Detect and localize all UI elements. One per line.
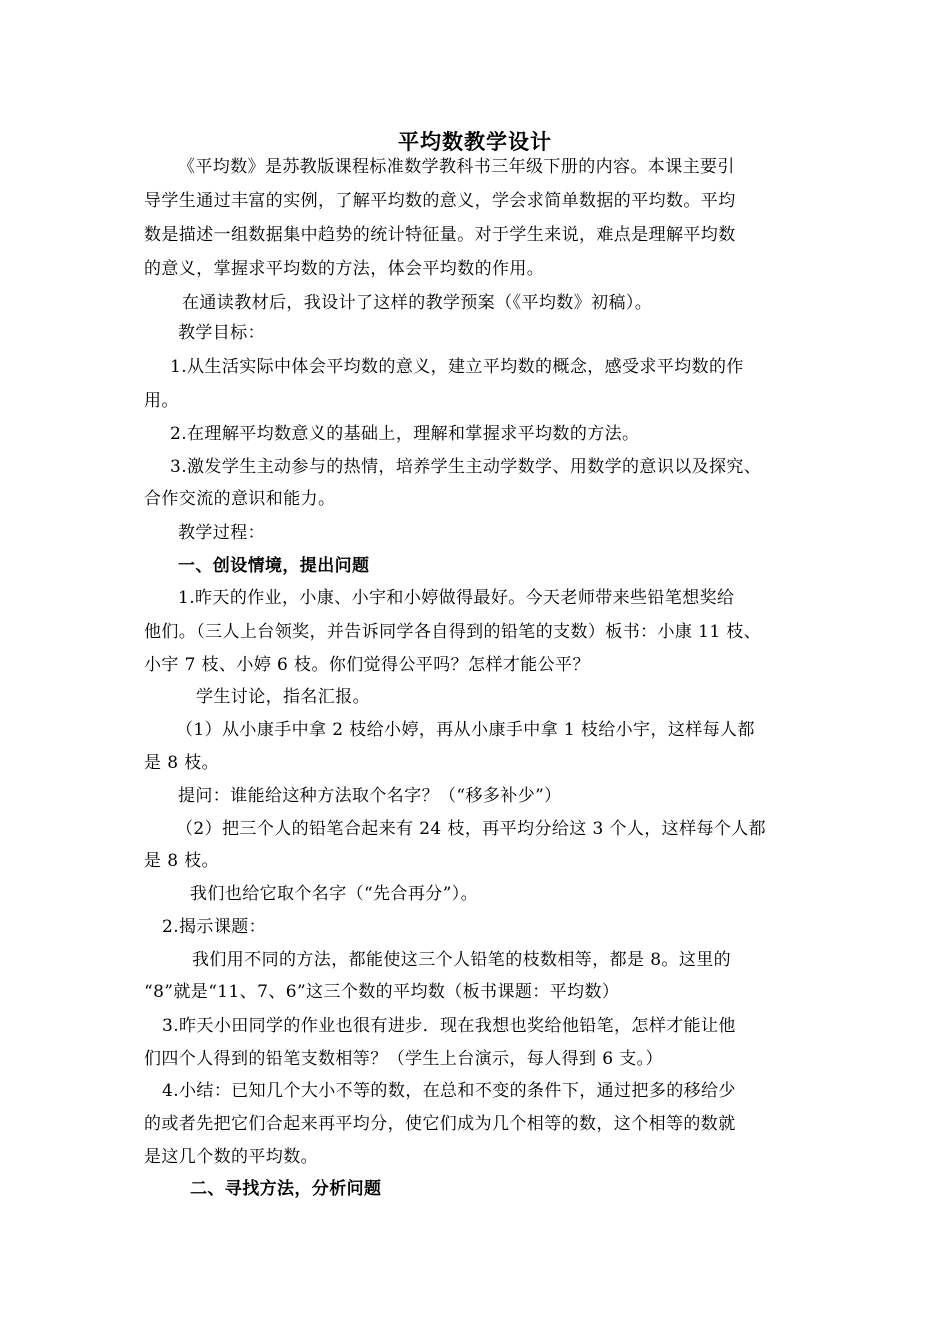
section-label: 教学目标： — [178, 323, 265, 343]
paragraph-line: 我们用不同的方法，都能使这三个人铅笔的枝数相等，都是 8。这里的 — [192, 950, 732, 970]
paragraph-line: （1）从小康手中拿 2 枝给小婷，再从小康手中拿 1 枝给小宇，这样每人都 — [176, 720, 755, 740]
paragraph-line: 的意义，掌握求平均数的方法，体会平均数的作用。 — [144, 259, 545, 279]
paragraph-line: 是这几个数的平均数。 — [144, 1147, 318, 1167]
paragraph-line: 在通读教材后，我设计了这样的教学预案（《平均数》初稿）。 — [182, 293, 653, 313]
list-item: 3.激发学生主动参与的热情，培养学生主动学数学、用数学的意识以及探究、 — [170, 457, 762, 477]
paragraph-line: 2.揭示课题： — [162, 917, 267, 937]
list-item-continued: 用。 — [144, 391, 179, 411]
paragraph-line: 4.小结：已知几个大小不等的数，在总和不变的条件下，通过把多的移给少 — [162, 1081, 736, 1101]
paragraph-line: “8”就是“11、7、6”这三个数的平均数（板书课题：平均数） — [144, 982, 620, 1002]
paragraph-line: 是 8 枝。 — [144, 851, 220, 871]
paragraph-line: 《平均数》是苏教版课程标准数学教科书三年级下册的内容。本课主要引 — [178, 157, 735, 177]
paragraph-line: 学生讨论，指名汇报。 — [196, 687, 370, 707]
paragraph-line: 我们也给它取个名字（“先合再分”）。 — [190, 884, 479, 904]
paragraph-line: 小宇 7 枝、小婷 6 枝。你们觉得公平吗？怎样才能公平？ — [144, 655, 590, 675]
paragraph-line: 数是描述一组数据集中趋势的统计特征量。对于学生来说，难点是理解平均数 — [144, 225, 736, 245]
paragraph-line: 们四个人得到的铅笔支数相等？（学生上台演示，每人得到 6 支。） — [144, 1049, 663, 1069]
paragraph-line: 是 8 枝。 — [144, 753, 220, 773]
section-label: 教学过程： — [178, 523, 265, 543]
paragraph-line: （2）把三个人的铅笔合起来有 24 枝，再平均分给这 3 个人，这样每个人都 — [176, 819, 767, 839]
section-heading: 二、寻找方法，分析问题 — [190, 1179, 382, 1199]
section-heading: 一、创设情境，提出问题 — [178, 556, 370, 576]
list-item: 2.在理解平均数意义的基础上，理解和掌握求平均数的方法。 — [170, 424, 640, 444]
document-title: 平均数教学设计 — [398, 130, 552, 154]
paragraph-line: 3.昨天小田同学的作业也很有进步．现在我想也奖给他铅笔，怎样才能让他 — [162, 1016, 736, 1036]
paragraph-line: 提问：谁能给这种方法取个名字？（“移多补少”） — [178, 786, 562, 806]
paragraph-line: 1.昨天的作业，小康、小宇和小婷做得最好。今天老师带来些铅笔想奖给 — [178, 588, 735, 608]
list-item: 1.从生活实际中体会平均数的意义，建立平均数的概念，感受求平均数的作 — [170, 357, 744, 377]
list-item-continued: 合作交流的意识和能力。 — [144, 489, 336, 509]
paragraph-line: 他们。（三人上台领奖，并告诉同学各自得到的铅笔的支数）板书：小康 11 枝、 — [144, 622, 762, 642]
paragraph-line: 的或者先把它们合起来再平均分，使它们成为几个相等的数，这个相等的数就 — [144, 1114, 736, 1134]
paragraph-line: 导学生通过丰富的实例，了解平均数的意义，学会求简单数据的平均数。平均 — [144, 191, 736, 211]
